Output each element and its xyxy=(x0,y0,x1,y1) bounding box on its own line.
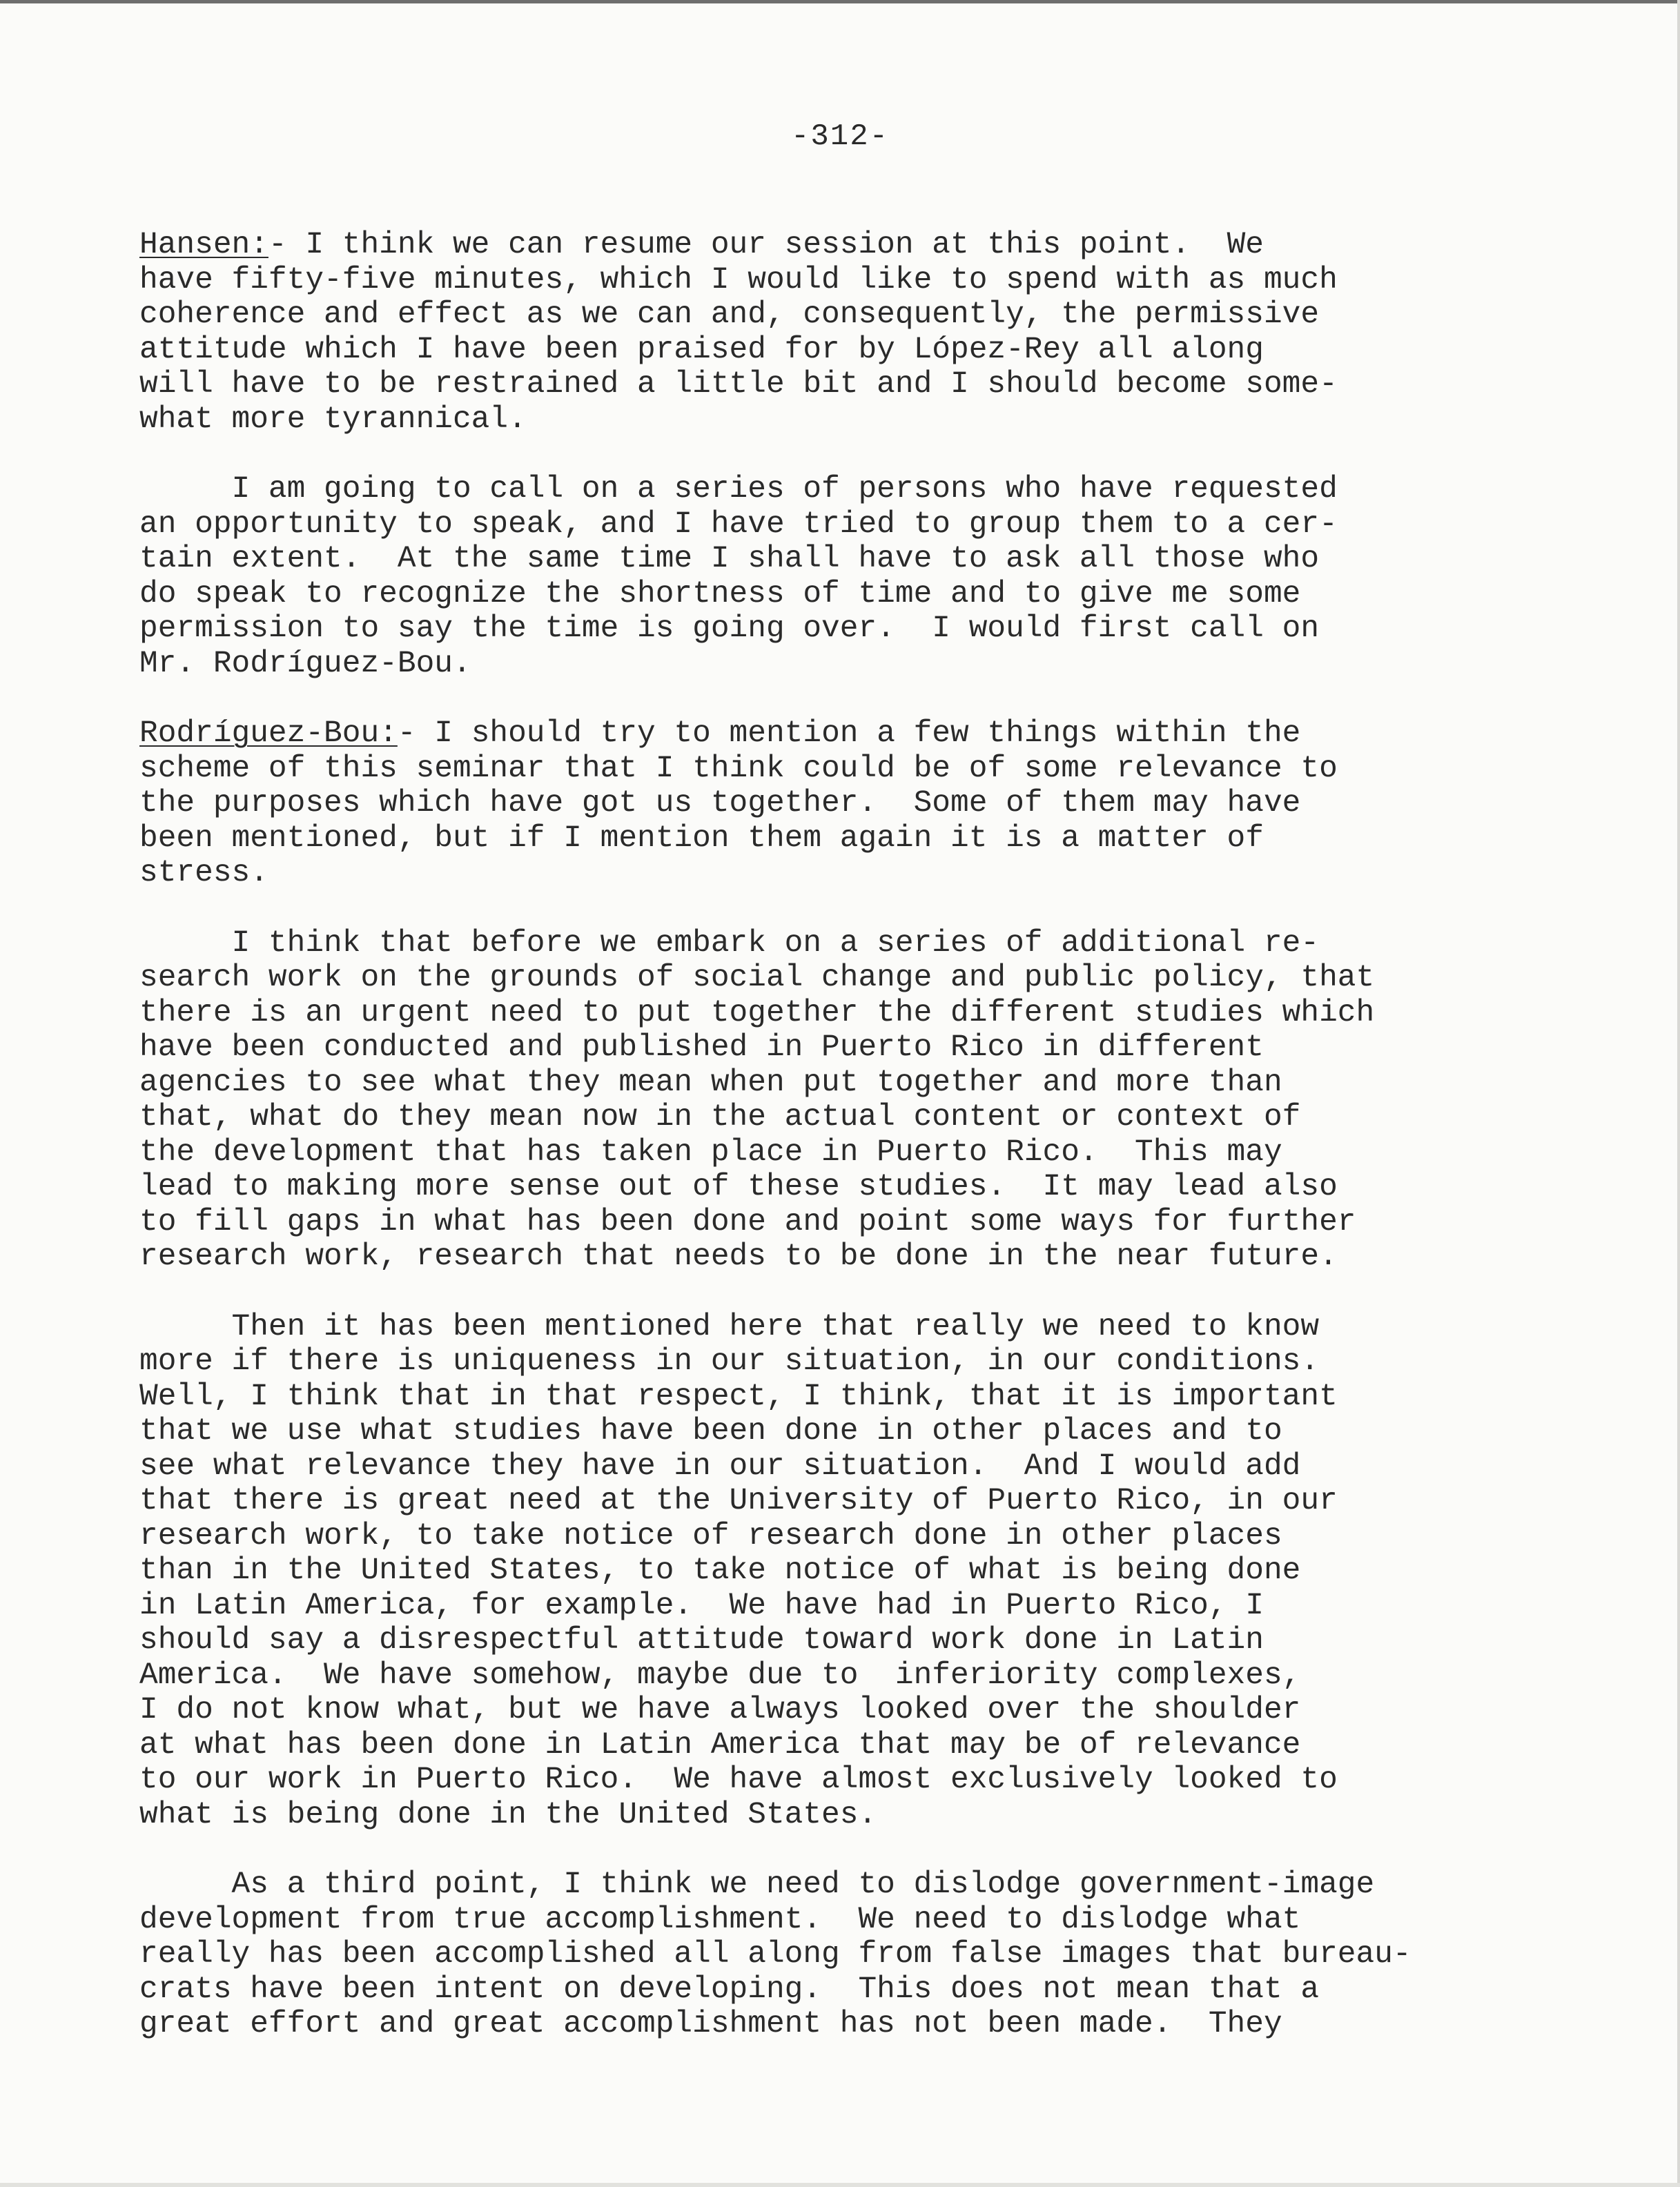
paragraph-line xyxy=(139,228,1575,263)
paragraph-line: I am going to call on a series of persons who have requested xyxy=(139,472,1338,507)
paragraph-line: lead to making more sense out of these studies. It may lead also xyxy=(139,1170,1338,1204)
paragraph-government-image xyxy=(139,1867,1575,2042)
line-text: - I should try to mention a few things within the xyxy=(397,716,1301,751)
paragraph-line: have fifty-five minutes, which I would like to spend with as much xyxy=(139,262,1338,297)
paragraph-line: research work, to take notice of research done in other places xyxy=(139,1518,1282,1553)
line-text: - I think we can resume our session at this point. We xyxy=(268,228,1264,262)
paragraph-line: in Latin America, for example. We have had in Puerto Rico, I xyxy=(139,1588,1264,1623)
paragraph-line: America. We have somehow, maybe due to inferiority complexes, xyxy=(139,1658,1301,1693)
paragraph-line: Mr. Rodríguez-Bou. xyxy=(139,646,471,681)
paragraph-line: the development that has taken place in Puerto Rico. This may xyxy=(139,1135,1282,1170)
paragraph-line: As a third point, I think we need to dislodge government-image xyxy=(139,1867,1375,1902)
paragraph-line: search work on the grounds of social change and public policy, that xyxy=(139,961,1375,995)
paragraph-line: I think that before we embark on a series of additional re- xyxy=(139,925,1320,961)
paragraph-line: what more tyrannical. xyxy=(139,402,527,437)
paragraph-line: agencies to see what they mean when put together and more than xyxy=(139,1065,1282,1100)
speaker-label-hansen: Hansen: xyxy=(139,228,268,262)
paragraph-line: the purposes which have got us together. Some of them may have xyxy=(139,786,1301,821)
paragraph-line: crats have been intent on developing. This does not mean that a xyxy=(139,1972,1320,2007)
paragraph-line: more if there is uniqueness in our situation, in our conditions. xyxy=(139,1344,1320,1379)
paragraph-line: there is an urgent need to put together the different studies which xyxy=(139,995,1375,1030)
paragraph-line: tain extent. At the same time I shall have to ask all those who xyxy=(139,542,1320,576)
top-edge-rule xyxy=(0,0,1680,3)
paragraph-line: been mentioned, but if I mention them again it is a matter of xyxy=(139,821,1264,856)
paragraph-line: development from true accomplishment. We need to dislodge what xyxy=(139,1902,1301,1937)
paragraph-line: attitude which I have been praised for by López-Rey all along xyxy=(139,332,1264,367)
paragraph-hansen-opening xyxy=(139,228,1575,437)
paragraph-line: Then it has been mentioned here that really we need to know xyxy=(139,1309,1320,1344)
paragraph-line: that we use what studies have been done in other places and to xyxy=(139,1414,1282,1449)
paragraph-line: than in the United States, to take notice of what is being done xyxy=(139,1553,1301,1588)
paragraph-uniqueness-latin-america xyxy=(139,1310,1575,1833)
paragraph-line: have been conducted and published in Puerto Rico in different xyxy=(139,1030,1264,1065)
transcript-body xyxy=(139,228,1575,2077)
paragraph-line: what is being done in the United States. xyxy=(139,1797,877,1832)
paragraph-line: at what has been done in Latin America that may be of relevance xyxy=(139,1727,1301,1763)
paragraph-line: to our work in Puerto Rico. We have almost exclusively looked to xyxy=(139,1763,1338,1797)
paragraph-line: really has been accomplished all along from false images that bureau- xyxy=(139,1937,1412,1972)
paragraph-line: should say a disrespectful attitude toward work done in Latin xyxy=(139,1623,1264,1658)
paragraph-line: coherence and effect as we can and, consequently, the permissive xyxy=(139,297,1320,332)
paragraph-line xyxy=(139,716,1575,752)
paragraph-line: research work, research that needs to be done in the near future. xyxy=(139,1239,1338,1274)
paragraph-line: see what relevance they have in our situation. And I would add xyxy=(139,1449,1301,1484)
paragraph-line: permission to say the time is going over. I would first call on xyxy=(139,611,1320,646)
paragraph-line: scheme of this seminar that I think could be of some relevance to xyxy=(139,751,1338,786)
speaker-label-rodriguez-bou: Rodríguez-Bou: xyxy=(139,716,398,751)
paragraph-research-studies xyxy=(139,926,1575,1275)
paragraph-line: Well, I think that in that respect, I think, that it is important xyxy=(139,1379,1338,1414)
paragraph-line: that, what do they mean now in the actual content or context of xyxy=(139,1100,1301,1135)
page-number: -312- xyxy=(790,119,890,154)
right-page-edge xyxy=(1677,0,1680,2187)
paragraph-rodriguez-bou-opening xyxy=(139,716,1575,891)
paragraph-line: an opportunity to speak, and I have tried to group them to a cer- xyxy=(139,507,1338,542)
paragraph-hansen-call-speakers xyxy=(139,472,1575,681)
paragraph-line: to fill gaps in what has been done and point some ways for further xyxy=(139,1204,1356,1239)
paragraph-line: I do not know what, but we have always looked over the shoulder xyxy=(139,1693,1301,1727)
paragraph-line: will have to be restrained a little bit and I should become some- xyxy=(139,367,1338,402)
bottom-page-edge xyxy=(0,2183,1680,2187)
paragraph-line: do speak to recognize the shortness of time and to give me some xyxy=(139,576,1301,611)
paragraph-line: stress. xyxy=(139,856,268,890)
paragraph-line: great effort and great accomplishment has not been made. They xyxy=(139,2007,1282,2041)
paragraph-line: that there is great need at the University of Puerto Rico, in our xyxy=(139,1484,1338,1518)
